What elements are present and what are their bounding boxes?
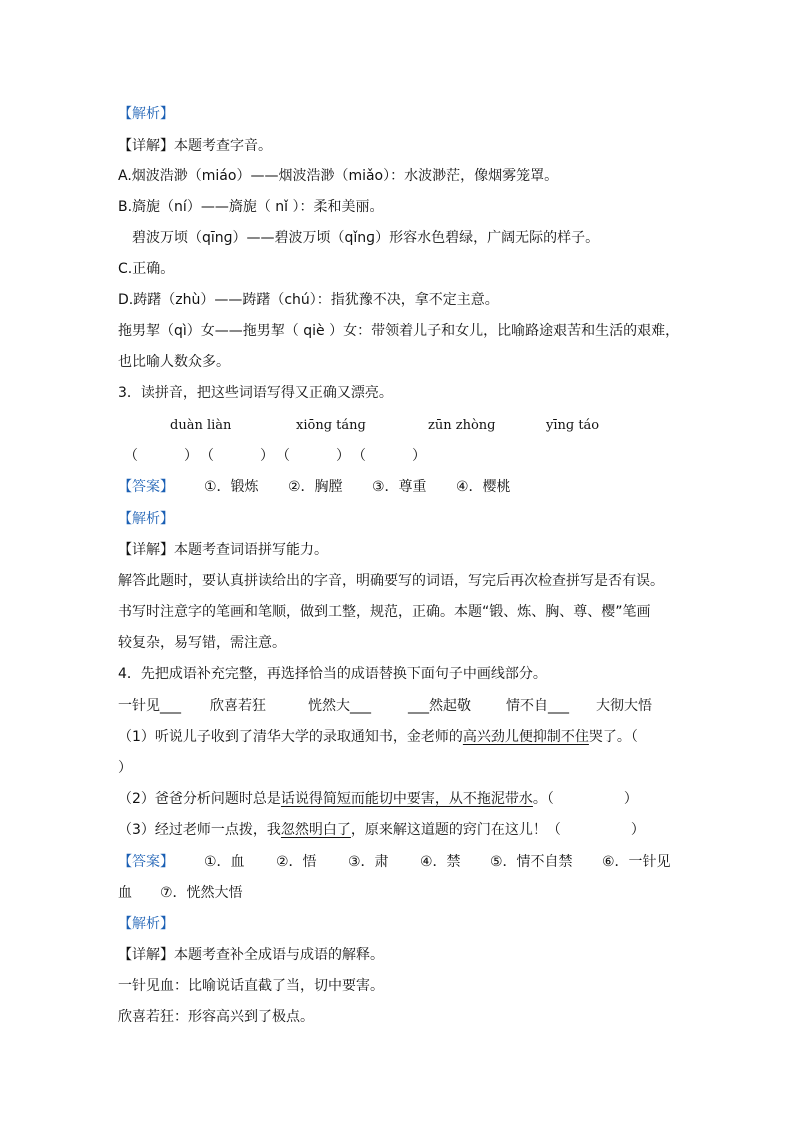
answer-item: ④．禁 [420, 854, 461, 870]
answer-item: ⑤．情不自禁 [490, 854, 573, 870]
sentence-text: 。（ ） [532, 791, 638, 807]
sentence-2 [118, 789, 638, 809]
answer-item: ①．血 [204, 854, 245, 870]
idiom-item: 恍然大___ [308, 698, 371, 714]
detail-line: 【详解】本题考查补全成语与成语的解释。 [118, 947, 384, 963]
pinyin-2: xiōnɡ tánɡ [296, 418, 366, 433]
idiom-item: 欣喜若狂 [210, 698, 266, 714]
analysis-heading: 【解析】 [118, 916, 174, 932]
explanation-line: C.正确。 [118, 261, 175, 277]
answer-item: ③．肃 [348, 854, 389, 870]
explanation-line: 较复杂，易写错，需注意。 [118, 635, 286, 651]
idiom-item: 一针见___ [118, 698, 181, 714]
analysis-heading: 【解析】 [118, 511, 174, 527]
answer-item: ②．胸膛 [288, 479, 343, 495]
explanation-line: 欣喜若狂：形容高兴到了极点。 [118, 1009, 314, 1025]
explanation-line: 拖男挈（qì）女——拖男挈（ qiè ）女：带领着儿子和女儿，比喻路途艰苦和生活的艰难， [118, 323, 680, 339]
sentence-text: 哭了。（ [588, 729, 638, 745]
answer-item: ⑦．恍然大悟 [160, 885, 243, 901]
answer-item: ④．樱桃 [456, 479, 511, 495]
answer-brackets: （ ） （ ） （ ） （ ） [124, 448, 427, 464]
question-3-title: 3．读拼音，把这些词语写得又正确又漂亮。 [118, 385, 393, 401]
pinyin-3: zūn zhònɡ [428, 418, 496, 433]
answer-item: ①．锻炼 [204, 479, 259, 495]
analysis-heading: 【解析】 [118, 106, 174, 122]
answer-item: ⑥．一针见 [602, 854, 671, 870]
explanation-line: 书写时注意字的笔画和笔顺，做到工整，规范，正确。本题“锻、炼、胸、尊、樱”笔画 [118, 604, 651, 620]
question-4-title: 4．先把成语补充完整，再选择恰当的成语替换下面句子中画线部分。 [118, 666, 547, 682]
explanation-line: 一针见血：比喻说话直截了当，切中要害。 [118, 978, 384, 994]
answer-heading: 【答案】 [118, 854, 174, 870]
pinyin-4: yīnɡ táo [546, 418, 600, 433]
sentence-1-end: ） [118, 760, 132, 776]
sentence-text: （2）爸爸分析问题时总是 [118, 791, 281, 807]
sentence-text: ，原来解这道题的窍门在这儿！（ ） [350, 822, 645, 838]
pinyin-1: duàn liàn [170, 418, 232, 433]
answer-heading: 【答案】 [118, 479, 174, 495]
explanation-line: B.旖旎（ní）——旖旎（ nǐ ）：柔和美丽。 [118, 199, 384, 215]
answer-item: 血 [118, 885, 132, 901]
sentence-text: （1）听说儿子收到了清华大学的录取通知书，金老师的 [118, 729, 463, 745]
idiom-item: 情不自___ [506, 698, 569, 714]
underlined-phrase: 忽然明白了 [280, 822, 351, 838]
answer-item: ②．悟 [276, 854, 317, 870]
sentence-3 [118, 820, 645, 840]
sentence-text: （3）经过老师一点拨，我 [118, 822, 281, 838]
underlined-phrase: 高兴劲儿便抑制不住 [462, 729, 589, 745]
detail-line: 【详解】本题考查词语拼写能力。 [118, 542, 328, 558]
explanation-line: 碧波万顷（qīnɡ）——碧波万顷（qǐnɡ）形容水色碧绿，广阔无际的样子。 [132, 230, 600, 246]
explanation-line: D.踌躇（zhù）——踌躇（chú）：指犹豫不决，拿不定主意。 [118, 292, 499, 308]
underlined-phrase: 话说得简短而能切中要害，从不拖泥带水 [280, 791, 533, 807]
explanation-line: 也比喻人数众多。 [118, 354, 230, 370]
idiom-item: 大彻大悟 [596, 698, 652, 714]
explanation-line: A.烟波浩渺（miáo）——烟波浩渺（miǎo）：水波渺茫，像烟雾笼罩。 [118, 168, 559, 184]
answer-item: ③．尊重 [372, 479, 427, 495]
idiom-item: ___然起敬 [408, 698, 471, 714]
explanation-line: 解答此题时，要认真拼读给出的字音，明确要写的词语，写完后再次检查拼写是否有误。 [118, 573, 664, 589]
sentence-1 [118, 727, 638, 747]
detail-line: 【详解】本题考查字音。 [118, 138, 272, 154]
